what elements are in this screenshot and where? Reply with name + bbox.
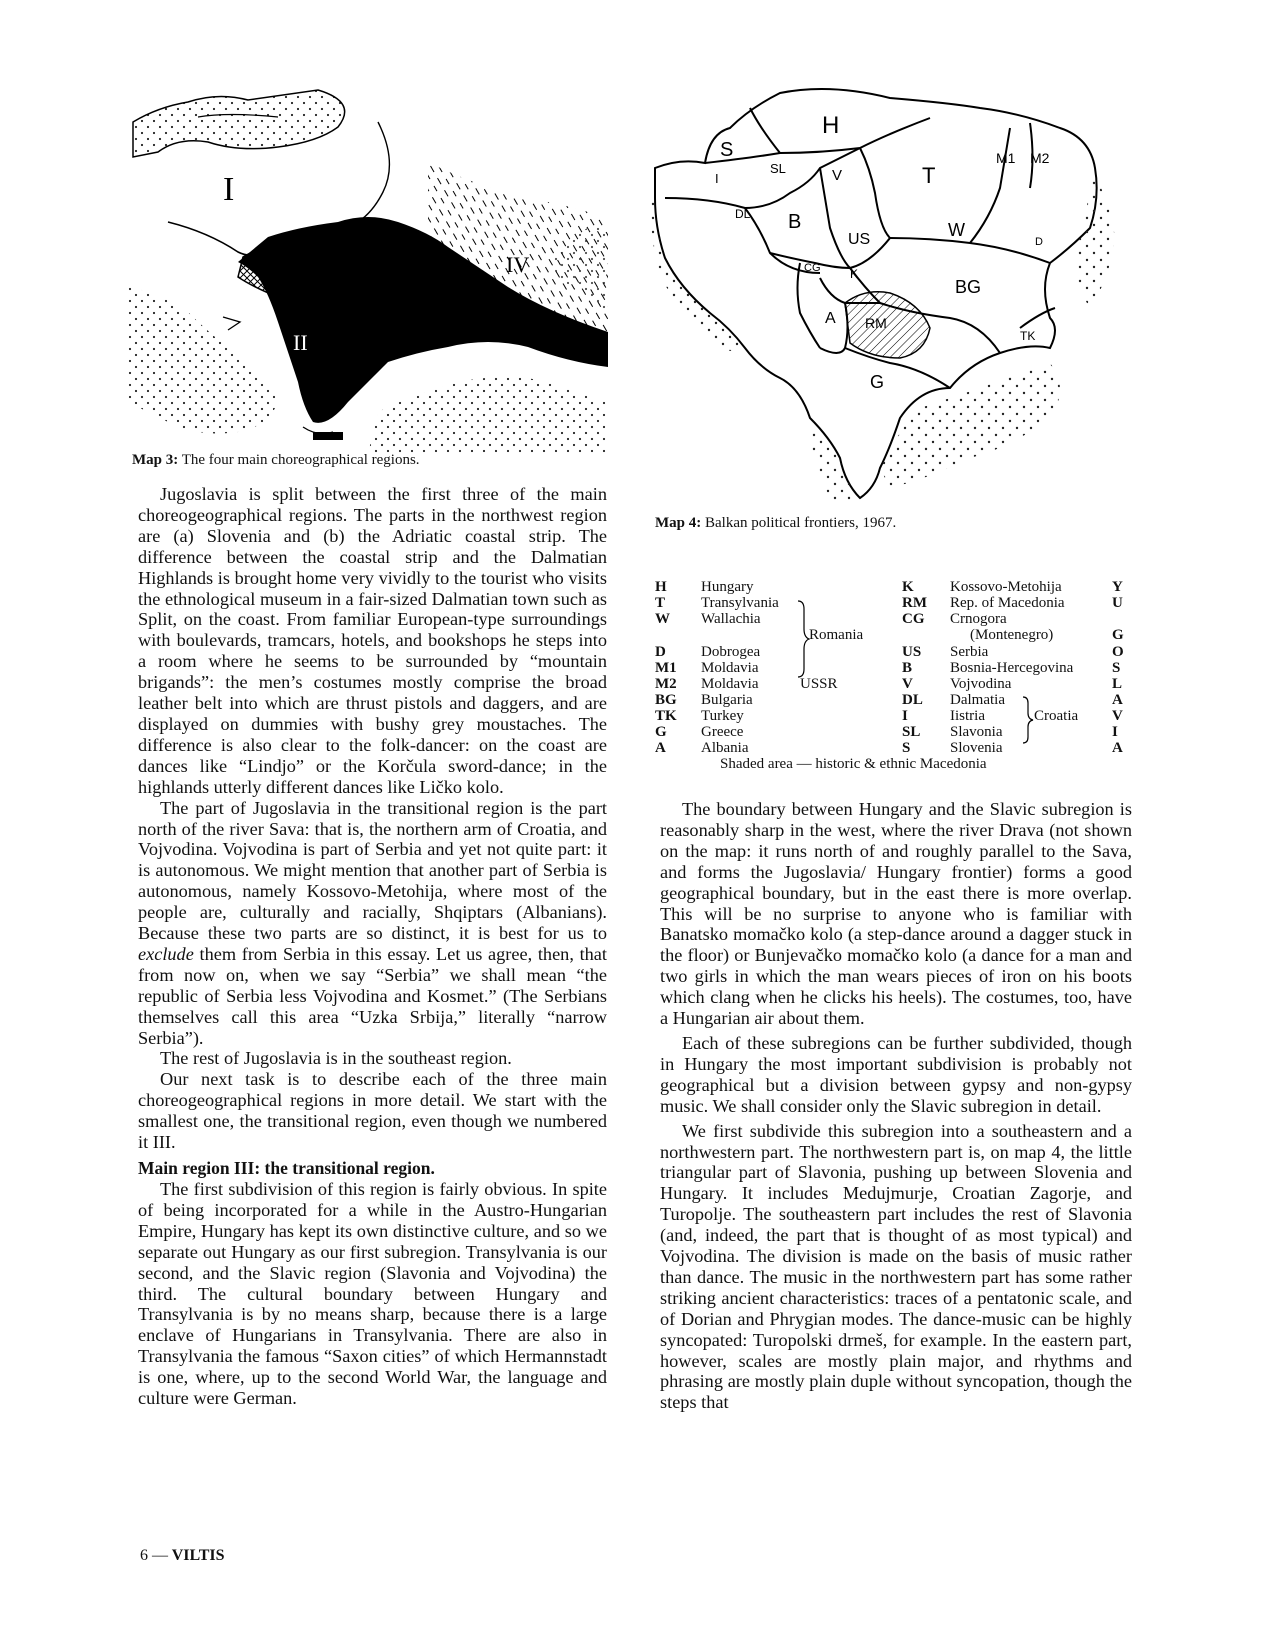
- group-romania: Romania: [809, 627, 864, 643]
- map4-label-dl: DL: [735, 207, 751, 221]
- map4-label-t: T: [922, 163, 936, 188]
- legend-code: G: [655, 724, 667, 740]
- map4-label-a: A: [825, 310, 836, 327]
- legend-name: Moldavia: [701, 676, 759, 692]
- map3-caption-text: The four main choreographical regions.: [181, 452, 420, 468]
- yugoslavia-letter: V: [1112, 708, 1123, 724]
- map4-label-k: K: [850, 267, 859, 281]
- map4-label-m1: M1: [996, 150, 1016, 166]
- map3-image: [128, 82, 608, 454]
- map4-label-b: B: [788, 211, 802, 233]
- legend-name: Rep. of Macedonia: [950, 595, 1065, 611]
- map3-label-iv: IV: [506, 252, 530, 277]
- legend-name: Kossovo-Metohija: [950, 579, 1062, 595]
- legend-code: I: [902, 708, 908, 724]
- legend-code: CG: [902, 611, 925, 627]
- legend-code: V: [902, 676, 913, 692]
- map4-caption: [655, 515, 896, 532]
- paragraph-text: The part of Jugoslavia in the transitional region is the part north of the river Sava: that is, the northern arm of Croatia, and Vojvodina. Vojvodina is part of Serbia and yet not quite part: it is autonomous. We might mention that another part of Serbia is autonomous, namely Kossovo-Metohija, where most of the people are, culturally and racially, Shqiptars (Albanians). Because these two parts are so distinct, it is best for us to: [138, 797, 607, 944]
- legend-name: Turkey: [701, 708, 744, 724]
- paragraph: Jugoslavia is split between the first three of the main choreogeographical regions. The parts in the northwest region are (a) Slovenia and (b) the Adriatic coastal strip. The difference between the coastal strip and the Dalmatian Highlands is brought home very vividly to the tourist who visits the ethnological museum in a fair-sized Dalmatian town such as Split, on the coast. From familiar European-type surroundings with boulevards, tramcars, hotels, and bookshops he steps into a room where he seems to be surrounded by “mountain brigands”: the men’s costumes mostly comprise the broad leather belt into which are thrust pistols and daggers, and are displayed on dummies with bushy grey moustaches. The difference is also clear to the folk-dancer: on the coast are dances like “Lindjo” or the Korčula sword-dance; in the highlands utterly different dances like Ličko kolo.: [138, 484, 607, 797]
- yugoslavia-letter: L: [1112, 676, 1123, 692]
- yugoslavia-letter: O: [1112, 644, 1124, 660]
- legend-name: Moldavia: [701, 660, 759, 676]
- map4-label-tk: TK: [1020, 329, 1036, 343]
- yugoslavia-letter: Y: [1112, 579, 1123, 595]
- legend-code: B: [902, 660, 913, 676]
- legend-code: D: [655, 644, 666, 660]
- paragraph: Our next task is to describe each of the three main choreogeographical regions in more detail. We start with the smallest one, the transitional region, even though we numbered it III.: [138, 1069, 607, 1153]
- legend-code: TK: [655, 708, 677, 724]
- group-croatia: Croatia: [1034, 708, 1079, 724]
- map4-label-s: S: [720, 139, 734, 161]
- yugoslavia-letter: A: [1112, 740, 1123, 756]
- yugoslavia-letter: A: [1112, 692, 1123, 708]
- emphasis-text: exclude: [138, 943, 194, 964]
- legend-name: Greece: [701, 724, 744, 740]
- paragraph: The boundary between Hungary and the Slavic subregion is reasonably sharp in the west, where the river Drava (not shown on the map: it runs north of and roughly parallel to the Sava, and forms the Jugoslavia/ Hungary frontier) forms a good geographical boundary, but in the east there is more overlap. This will be no surprise to anyone who is familiar with Banatsko momačko kolo (a step-dance around a dagger stuck in the floor) or Bunjevačko momačko kolo (a dance for a man and two girls in which the man wears pieces of iron on his boots which clang when he clicks his heels). The costumes, too, have a Hungarian air about them.: [660, 799, 1132, 1029]
- legend-name: Bosnia-Hercegovina: [950, 660, 1074, 676]
- legend-name: Dalmatia: [950, 692, 1005, 708]
- legend-name: Hungary: [701, 579, 754, 595]
- map4-legend: [655, 564, 1188, 769]
- shaded-area-note: Shaded area — historic & ethnic Macedonia: [720, 756, 987, 772]
- legend-name: Wallachia: [701, 611, 761, 627]
- map4-label-i: I: [715, 171, 719, 186]
- map4-label-rm: RM: [865, 315, 887, 331]
- legend-code: M2: [655, 676, 677, 692]
- map4-caption-text: Balkan political frontiers, 1967.: [705, 515, 897, 531]
- left-column: [138, 484, 607, 1409]
- legend-code: US: [902, 644, 922, 660]
- page-number: 6 —: [140, 1547, 168, 1564]
- paragraph: Each of these subregions can be further subdivided, though in Hungary the most important subdivision is probably not geographical but a division between gypsy and non-gypsy music. We shall consider only the Slavic subregion in detail.: [660, 1032, 1132, 1116]
- legend-code: BG: [655, 692, 677, 708]
- legend-name: Vojvodina: [950, 676, 1012, 692]
- publication-name: VILTIS: [171, 1547, 225, 1564]
- map4-label-v: V: [832, 167, 843, 184]
- legend-name: (Montenegro): [970, 627, 1054, 643]
- page-footer: [140, 1547, 225, 1565]
- legend-code: M1: [655, 660, 677, 676]
- map4-label-sl: SL: [770, 161, 786, 176]
- legend-code: K: [902, 579, 914, 595]
- legend-name: Crnogora: [950, 611, 1007, 627]
- map4-label-d: D: [1035, 236, 1043, 248]
- legend-name: Albania: [701, 740, 749, 756]
- legend-code: W: [655, 611, 670, 627]
- group-ussr: USSR: [800, 676, 838, 692]
- map3-caption: [132, 452, 420, 469]
- legend-code: SL: [902, 724, 921, 740]
- map4-label-us: US: [848, 231, 871, 248]
- legend-name: Transylvania: [701, 595, 779, 611]
- map3-label-ii: II: [293, 330, 308, 355]
- map3-label-iii: III: [286, 260, 310, 282]
- legend-code: DL: [902, 692, 923, 708]
- yugoslavia-letter: U: [1112, 595, 1123, 611]
- yugoslavia-letter: S: [1112, 660, 1121, 676]
- map4-label-cg: CG: [804, 262, 821, 274]
- paragraph: The first subdivision of this region is fairly obvious. In spite of being incorporated for a while in the Austro-Hungarian Empire, Hungary has kept its own distinctive culture, and so we separate out Hungary as our first subregion. Transylvania is our second, and the Slavic region (Slavonia and Vojvodina) the third. The cultural boundary between Hungary and Transylvania is by no means sharp, because there is a large enclave of Hungarians in Transylvania. There are also in Transylvania the famous “Saxon cities” of which Hermannstadt is one, where, up to the second World War, the language and culture were German.: [138, 1179, 607, 1409]
- map4-label-bg: BG: [955, 277, 982, 297]
- yugoslavia-letter: G: [1112, 627, 1124, 643]
- paragraph: [138, 798, 607, 1049]
- section-heading: Main region III: the transitional region.: [138, 1158, 435, 1178]
- croatia-brace: [1021, 695, 1035, 745]
- map4-image: [650, 88, 1130, 516]
- map4-caption-label: Map 4:: [655, 515, 702, 531]
- romania-brace: [796, 599, 810, 679]
- map4-label-g: G: [870, 372, 885, 392]
- legend-code: A: [655, 740, 666, 756]
- map3-label-i: I: [223, 171, 235, 208]
- map3-caption-label: Map 3:: [132, 452, 179, 468]
- legend-name: Serbia: [950, 644, 989, 660]
- paragraph: The rest of Jugoslavia is in the southeast region.: [160, 1048, 512, 1069]
- legend-code: T: [655, 595, 666, 611]
- legend-name: Dobrogea: [701, 644, 761, 660]
- map4-label-m2: M2: [1030, 150, 1050, 166]
- legend-code: S: [902, 740, 911, 756]
- yugoslavia-letter: I: [1112, 724, 1118, 740]
- legend-name: Slovenia: [950, 740, 1003, 756]
- legend-name: Slavonia: [950, 724, 1003, 740]
- legend-name: Bulgaria: [701, 692, 753, 708]
- right-column: [660, 799, 1132, 1413]
- legend-code: H: [655, 579, 667, 595]
- legend-name: Iistria: [950, 708, 985, 724]
- paragraph-text: them from Serbia in this essay. Let us agree, then, that from now on, when we say “Serbia” we shall mean “the republic of Serbia less Vojvodina and Kosmet.” (The Serbians themselves call this area “Uzka Srbija,” literally “narrow Serbia”).: [138, 943, 607, 1048]
- map4-label-w: W: [948, 220, 965, 240]
- paragraph: We first subdivide this subregion into a southeastern and a northwestern part. The northwestern part is, on map 4, the little triangular part of Slavonia, pushing up between Slovenia and Hungary. It includes Medujmurje, Croatian Zagorje, and Turopolje. The southeastern part includes the rest of Slavonia (and, indeed, the part that is thought of as most typical) and Vojvodina. The division is made on the basis of music rather than dance. The music in the northwestern part has some rather striking ancient characteristics: traces of a pentatonic scale, and of Dorian and Phrygian modes. The dance-music can be highly syncopated: Turopolski drmeš, for example. In the eastern part, however, scales are mostly plain major, and rhythms and phrasing are mostly plain duple without syncopation, though the steps that: [660, 1120, 1132, 1413]
- map4-label-h: H: [822, 112, 840, 139]
- legend-code: RM: [902, 595, 927, 611]
